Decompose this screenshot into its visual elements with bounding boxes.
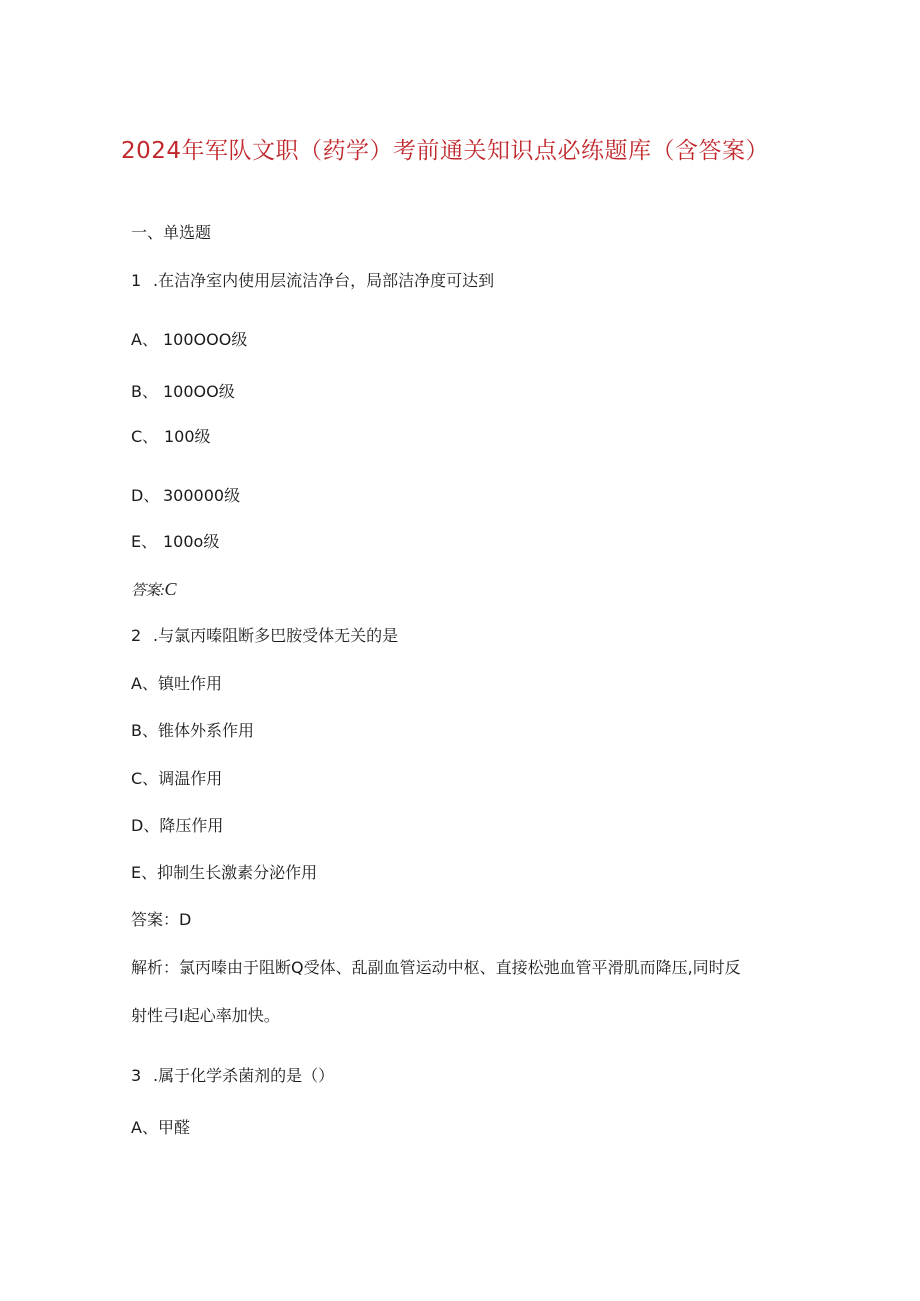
question-2-option-e	[131, 862, 317, 884]
option-letter: E、	[131, 532, 158, 551]
question-text: .在洁净室内使用层流洁净台，局部洁净度可达到	[153, 271, 495, 290]
page-title: 2024年军队文职（药学）考前通关知识点必练题库（含答案）	[120, 138, 770, 164]
option-text: 锥体外系作用	[157, 721, 254, 740]
question-2-answer: 答案：D	[131, 910, 192, 929]
option-text: 甲醛	[157, 1118, 190, 1137]
question-2-analysis-line-1: 解析：氯丙嗪由于阻断Q受体、乱副血管运动中枢、直接松弛血管平滑肌而降压,同时反	[131, 958, 741, 977]
option-text: 100o级	[163, 532, 220, 551]
question-number: 2	[131, 626, 142, 645]
option-text: 抑制生长激素分泌作用	[157, 863, 318, 882]
option-text: 100级	[164, 427, 211, 446]
question-2-option-a	[131, 673, 222, 695]
question-1-answer	[131, 578, 176, 602]
question-2-stem	[131, 625, 398, 647]
option-letter: B、	[131, 382, 158, 401]
question-3-stem	[131, 1065, 334, 1087]
question-3-option-a	[131, 1117, 190, 1139]
option-letter: A、	[131, 674, 158, 693]
question-text: .属于化学杀菌剂的是（）	[153, 1066, 335, 1085]
question-1-option-b	[131, 381, 235, 403]
option-letter: B、	[131, 721, 158, 740]
option-letter: D、	[131, 816, 160, 835]
option-letter: A、	[131, 330, 158, 349]
question-2-option-c	[131, 768, 222, 790]
option-letter: C、	[131, 427, 159, 446]
option-text: 100OO级	[163, 382, 235, 401]
option-text: 降压作用	[159, 816, 224, 835]
question-1-option-e	[131, 531, 219, 553]
question-number: 3	[131, 1066, 142, 1085]
question-2-analysis-line-2: 射性弓I起心率加快。	[131, 1006, 280, 1025]
question-1-option-c	[131, 426, 211, 448]
question-1-option-a	[131, 329, 247, 351]
option-letter: E、	[131, 863, 158, 882]
option-letter: C、	[131, 769, 159, 788]
question-1-stem	[131, 270, 494, 292]
option-text: 镇吐作用	[157, 674, 222, 693]
answer-label: 答案:	[131, 583, 165, 599]
section-heading: 一、单选题	[131, 223, 212, 242]
question-1-option-d	[131, 485, 240, 507]
question-2-option-b	[131, 720, 254, 742]
option-text: 300000级	[163, 486, 241, 505]
option-letter: D、	[131, 486, 160, 505]
answer-value: C	[164, 579, 177, 599]
question-number: 1	[131, 271, 142, 290]
option-letter: A、	[131, 1118, 158, 1137]
question-2-option-d	[131, 815, 223, 837]
option-text: 调温作用	[158, 769, 223, 788]
question-text: .与氯丙嗪阻断多巴胺受体无关的是	[153, 626, 399, 645]
option-text: 100OOO级	[163, 330, 248, 349]
